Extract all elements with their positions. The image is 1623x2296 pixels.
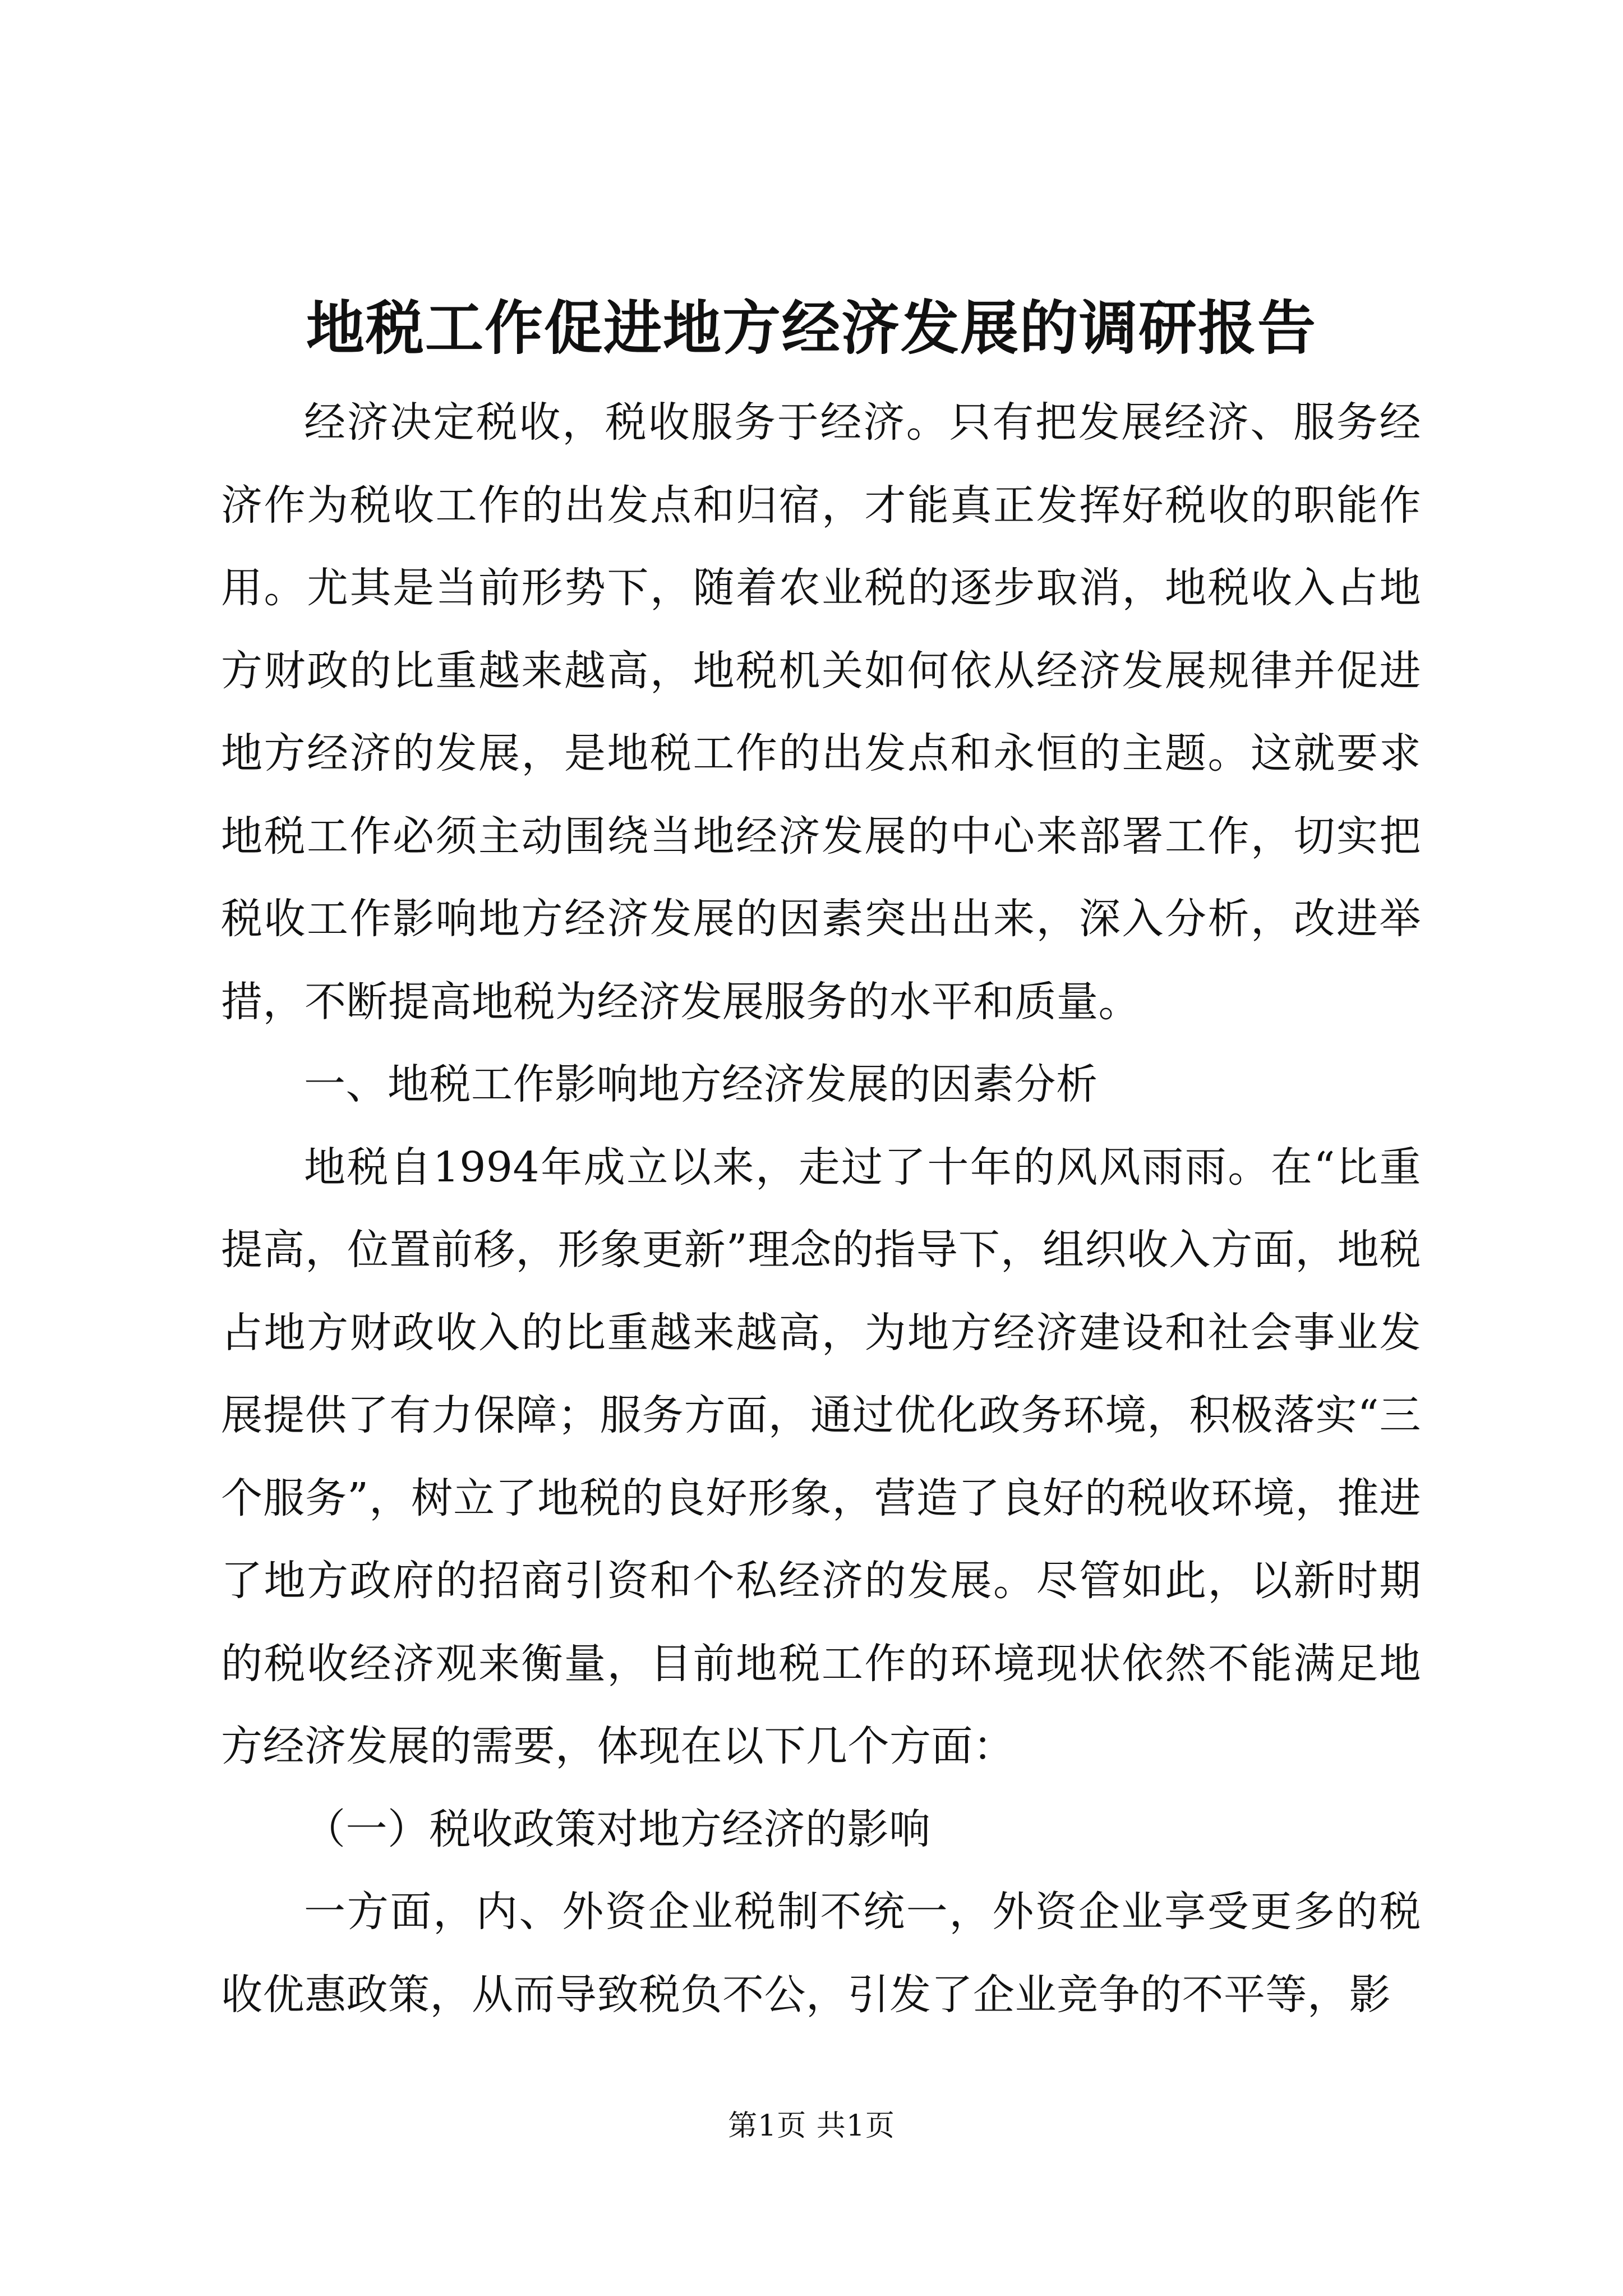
page-footer: 第1页 共1页	[728, 2109, 895, 2143]
intro-paragraph: 经济决定税收，税收服务于经济。只有把发展经济、服务经济作为税收工作的出发点和归宿，才能真正发挥好税收的职能作用。尤其是当前形势下，随着农业税的逐步取消，地税收入占地方财政的比重越来越高，地税机关如何依从经济发展规律并促进地方经济的发展，是地税工作的出发点和永恒的主题。这就要求地税工作必须主动围绕当地经济发展的中心来部署工作，切实把税收工作影响地方经济发展的因素突出出来，深入分析，改进举措，不断提高地税为经济发展服务的水平和质量。	[221, 398, 1421, 1026]
policy-paragraph: 一方面，内、外资企业税制不统一，外资企业享受更多的税收优惠政策，从而导致税负不公，引发了企业竞争的不平等，影	[221, 1888, 1421, 2019]
document-body	[221, 381, 1421, 2036]
document-title: 地税工作促进地方经济发展的调研报告	[306, 293, 1317, 362]
background-paragraph: 地税自1994年成立以来，走过了十年的风风雨雨。在“比重提高，位置前移，形象更新”理念的指导下，组织收入方面，地税占地方财政收入的比重越来越高，为地方经济建设和社会事业发展提供了有力保障；服务方面，通过优化政务环境，积极落实“三个服务”，树立了地税的良好形象，营造了良好的税收环境，推进了地方政府的招商引资和个私经济的发展。尽管如此，以新时期的税收经济观来衡量，目前地税工作的环境现状依然不能满足地方经济发展的需要，体现在以下几个方面：	[221, 1143, 1421, 1770]
section-heading: 一、地税工作影响地方经济发展的因素分析	[304, 1060, 1098, 1108]
subsection-heading: （一）税收政策对地方经济的影响	[304, 1805, 931, 1853]
